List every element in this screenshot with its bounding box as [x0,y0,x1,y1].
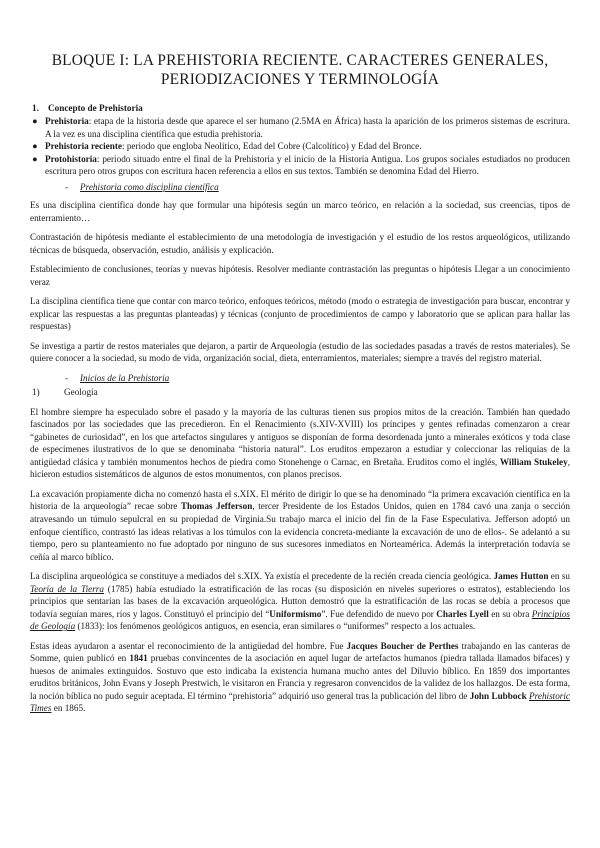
section-title: Concepto de Prehistoria [48,102,143,113]
person-name: Charles Lyell [436,608,489,619]
paragraph: La disciplina científica tiene que contar con marco teórico, enfoques teóricos, método (modo o estrategia de investigación para buscar, encontrar y explicar las respuestas a las preguntas planteadas) y técnicas (conjunto de procedimientos de campo y laboratorio que se aplican para hallar las respuestas) [30,296,570,332]
definition-item [30,115,570,140]
subheading-number: 1) [32,387,40,398]
definition-text: : periodo situado entre el final de la Prehistoria y el inicio de la Historia Antigua. Los grupos sociales estudiados no producen escritura pero otros grupos con escritura hacen referencia a ellos en sus textos. También se denomina Edad del Hierro. [45,153,570,177]
paragraph [30,488,570,563]
bullet-icon: ● [32,153,38,164]
text-run: en 1865. [51,703,86,714]
person-name: Jacques Boucher de Perthes [346,640,459,651]
book-title: Principios de Geología [30,608,570,632]
text-run: ”. Fue defendido de nuevo por [321,608,437,619]
subheading-text: Inicios de la Prehistoria [80,372,170,383]
subheading-text: Prehistoria como disciplina científica [80,181,219,192]
dash-marker: - [65,372,69,383]
text-run: El hombre siempre ha especulado sobre el pasado y la mayoría de las culturas tienen sus propios mitos de la creación. También han quedado fascinados por las sociedades que las precedieron. En el Renacimiento (s.XIV-XVIII) los príncipes y gentes refinadas comenzaron a crear “gabinetes de curiosidad”, en los que artefactos singulares y antiguos se disponían de forma desordenada junto a minerales exóticos y toda clase de especímenes ilustrativos de lo que se denominaba “historia natural”. Los eruditos empezaron a estudiar y coleccionar las reliquias de la antigüedad clásica y también monumentos hechos de piedra como Stonehenge o Carnac, en Bretaña. Eruditos como el inglés, [30,406,570,467]
numbered-subheading [30,386,570,399]
definition-term: Protohistoria [45,153,97,164]
definition-item [30,153,570,178]
paragraph: Se investiga a partir de restos materiales que dejaron, a partir de Arqueología (estudio de las sociedades pasadas a través de restos materiales). Se quiere conocer a la sociedad, su modo de vida, organización social, dieta, enterramientos, materiales; siempre a través del registro material. [30,340,570,364]
text-run: , tercer Presidente de los Estados Unidos, quien en 1784 cavó una zanja o sección atravesando un túmulo sepulcral en su propiedad de Virginia.Su trabajo marca el inicio del fin de la Fase Especulativa. Jefferson adoptó un enfoque científico, contrastó las ideas relativas a los túmulos con la evidencia concreta-mediante la excavación de uno de ellos-. Se adelantó a su tiempo, pero su planteamiento no fue adoptado por ninguno de sus sucesores inmediatos en Norteamérica. Además la interpretación todavía se ceñía al marco bíblico. [30,501,570,562]
dash-marker: - [65,181,69,192]
text-run: (1785) había estudiado la estratificación de las rocas (su disposición en niveles superiores o estratos), estableciendo los principios que sentarían las bases de la excavación arqueológica. Hutton demostró que la estratificación de las rocas se debía a procesos que todavía seguían mares, ríos y lagos. Constituyó el principio del “ [30,583,570,619]
paragraph: Contrastación de hipótesis mediante el establecimiento de una metodología de investigación y el estudio de los restos arqueológicos, utilizando técnicas de búsqueda, observación, estudio, análisis y explicación. [30,232,570,255]
definition-term: Prehistoria [45,116,89,127]
paragraph [30,406,570,481]
definition-text: : etapa de la historia desde que aparece el ser humano (2.5MA en África) hasta la aparición de los primeros sistemas de escritura. A la vez es una disciplina científica que estudia prehistoria. [45,116,570,139]
subheading [30,372,570,385]
book-title: Teoría de la Tierra [30,583,104,594]
paragraph [30,640,570,715]
definition-list [30,115,570,178]
definition-term: Prehistoria reciente [45,141,122,152]
bold-year: 1841 [129,653,148,664]
text-run: , hicieron estudios sistemáticos de algunos de estos monumentos, con planos precisos. [30,456,571,480]
text-run: trabajando en las canteras de Somme, quien publicó en [30,640,570,664]
paragraph: Establecimiento de conclusiones, teorías y nuevas hipótesis. Resolver mediante contrastación las preguntas o hipótesis Llegar a un conocimiento veraz [30,264,570,287]
bold-term: Uniformismo [269,608,322,619]
person-name: James Hutton [493,571,549,582]
definition-item [30,140,570,153]
section-number: 1. [32,102,39,113]
subheading-label: Geología [64,387,98,398]
section-heading [32,102,570,115]
person-name: John Lubbock [469,690,527,701]
paragraph: Es una disciplina científica donde hay que formular una hipótesis según un marco teórico, en relación a la sociedad, sus creencias, tipos de enterramiento… [30,200,570,223]
definition-text: : periodo que engloba Neolítico, Edad del Cobre (Calcolítico) y Edad del Bronce. [121,141,422,152]
text-run: en su obra [488,608,532,619]
person-name: William Stukeley [499,456,568,467]
document-title: BLOQUE I: LA PREHISTORIA RECIENTE. CARACTERES GENERALES, PERIODIZACIONES Y TERMINOLOGÍA [51,52,549,88]
text-run: La disciplina arqueológica se constituye a mediados del s.XIX. Ya existía el precedente de la recién creada ciencia geológica. [30,571,494,582]
paragraph [30,570,570,633]
book-title: Prehistoric Times [30,690,571,714]
person-name: Thomas Jefferson [180,501,253,512]
text-run: pruebas convincentes de la asociación en aquel lugar de artefactos humanos (piedra tallada llamados bifaces) y huesos de animales extinguidos. Sostuvo que esto indicaba la existencia humana mucho antes del Diluvio bíblico. En 1859 dos importantes eruditos británicos, John Evans y Joseph Prestwich, le visitaron en Francia y regresaron convencidos de la validez de los hallazgos. De esta forma, la noción bíblica no pudo seguir aceptada. El término “prehistoria” adquirió uso general tras la publicación del libro de [30,653,570,701]
bullet-icon: ● [32,141,38,152]
text-run: (1833): los fenómenos geológicos antiguos, en esencia, eran similares o “uniformes” respecto a los actuales. [75,621,476,632]
text-run: en su [548,571,570,582]
text-run: Estas ideas ayudaron a asentar el reconocimiento de la antigüedad del hombre. Fue [30,640,347,651]
text-run: La excavación propiamente dicha no comenzó hasta el s.XIX. El mérito de dirigir lo que se ha denominado “la primera excavación científica en la historia de la arqueología” recae sobre [30,488,570,512]
bullet-icon: ● [32,116,38,127]
subheading [30,181,570,194]
